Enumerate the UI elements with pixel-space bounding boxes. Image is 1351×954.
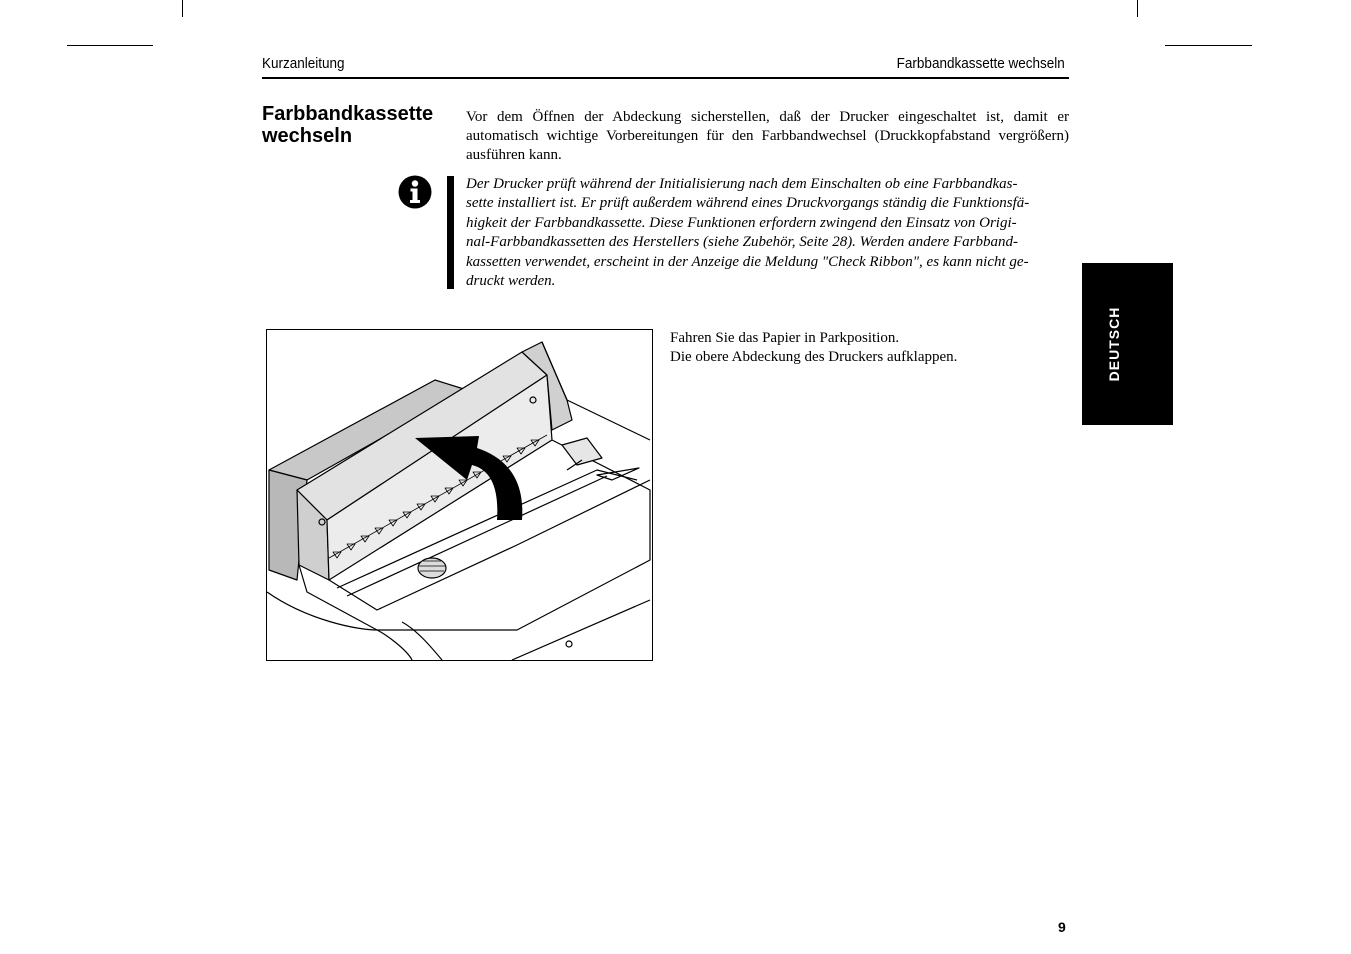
note-line: higkeit der Farbbandkassette. Diese Funktionen erfordern zwingend den Einsatz von Origi- bbox=[466, 214, 1017, 231]
running-header-left: Kurzanleitung bbox=[262, 55, 345, 72]
note-line: kassetten verwendet, erscheint in der Anzeige die Meldung "Check Ribbon", es kann nicht ge- bbox=[466, 253, 1029, 270]
language-tab bbox=[1082, 263, 1173, 425]
crop-mark-top-left bbox=[182, 0, 183, 17]
section-title bbox=[262, 103, 462, 147]
intro-paragraph: Vor dem Öffnen der Abdeckung sicherstellen, daß der Drucker eingeschaltet ist, damit er automatisch wichtige Vorbereitungen für den Farbbandwechsel (Druckkopfabstand vergrößern) ausführen kann. bbox=[466, 109, 1069, 163]
note-line: nal-Farbbandkassetten des Herstellers (siehe Zubehör, Seite 28). Werden andere Farbband- bbox=[466, 234, 1018, 251]
header-rule bbox=[262, 77, 1069, 79]
info-icon bbox=[398, 175, 432, 209]
note-line: sette installiert ist. Er prüft außerdem während eines Druckvorgangs ständig die Funktionsfä- bbox=[466, 195, 1030, 212]
section-title-line-2: wechseln bbox=[262, 125, 353, 147]
printer-cover-open-illustration bbox=[266, 329, 653, 661]
note-line: Der Drucker prüft während der Initialisierung nach dem Einschalten ob eine Farbbandkas- bbox=[466, 176, 1018, 192]
step-line: Fahren Sie das Papier in Parkposition. bbox=[670, 330, 900, 346]
step-line: Die obere Abdeckung des Druckers aufklappen. bbox=[670, 349, 958, 365]
crop-mark-right bbox=[1165, 45, 1252, 46]
language-tab-label: DEUTSCH bbox=[1106, 306, 1122, 382]
note-line: druckt werden. bbox=[466, 273, 556, 290]
section-title-line-1: Farbbandkassette bbox=[262, 103, 434, 125]
crop-mark-top-right bbox=[1137, 0, 1138, 17]
note-marker-bar bbox=[447, 176, 454, 289]
crop-mark-left bbox=[67, 45, 153, 46]
info-note bbox=[466, 175, 1069, 291]
page-number: 9 bbox=[1058, 919, 1066, 935]
step-instructions bbox=[670, 329, 1050, 367]
running-header-right: Farbbandkassette wechseln bbox=[896, 55, 1065, 72]
